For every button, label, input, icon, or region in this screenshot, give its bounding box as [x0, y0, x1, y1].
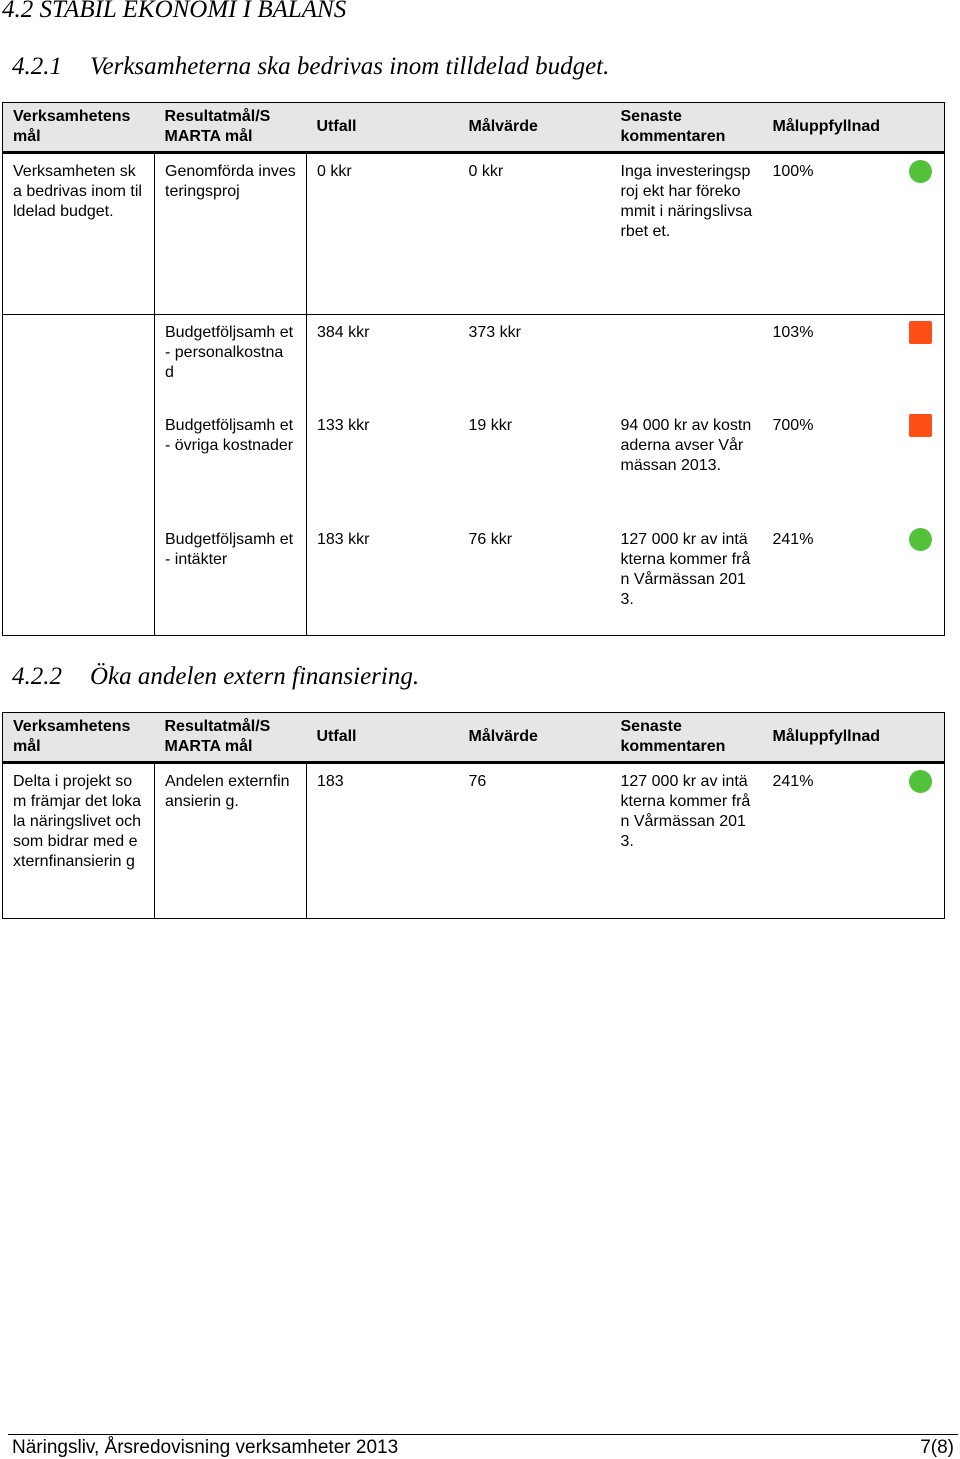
goal-cell: Delta i projekt som främjar det lokala näringslivet och som bidrar med externfinansierin g [3, 763, 155, 919]
col-header-comment: Senaste kommentaren [611, 103, 763, 153]
col-header-outcome: Utfall [307, 103, 459, 153]
goals-table-budget [2, 102, 945, 636]
outcome-cell: 183 kkr [307, 522, 459, 636]
status-green-circle-icon [909, 528, 932, 551]
comment-cell [611, 315, 763, 408]
target-cell: Budgetföljsamh et - intäkter [155, 522, 307, 636]
footer-document-title: Näringsliv, Årsredovisning verksamheter 2013 [12, 1437, 399, 1458]
goals-table-financing [2, 712, 945, 919]
indicator-cell [903, 763, 945, 919]
value-cell: 76 [459, 763, 611, 919]
section-heading [2, 0, 346, 24]
col-header-value: Målvärde [459, 103, 611, 153]
fulfillment-cell: 700% [772, 416, 814, 434]
table-row [3, 153, 945, 315]
col-header-target: Resultatmål/S MARTA mål [155, 713, 307, 763]
table-row [3, 408, 945, 522]
col-header-fulfillment: Måluppfyllnad [763, 103, 903, 153]
table-header-row [3, 103, 945, 153]
subsection-heading-1 [12, 53, 609, 81]
value-cell: 0 kkr [459, 153, 611, 315]
indicator-cell [903, 315, 945, 408]
status-orange-square-icon [909, 414, 932, 437]
subsection-number: 4.2.1 [12, 53, 62, 80]
goal-cell [3, 408, 155, 522]
table-row [3, 315, 945, 408]
outcome-cell: 133 kkr [317, 416, 370, 434]
subsection-number: 4.2.2 [12, 663, 62, 690]
status-green-circle-icon [909, 770, 932, 793]
subsection-title: Öka andelen extern finansiering. [90, 663, 420, 690]
col-header-target: Resultatmål/S MARTA mål [155, 103, 307, 153]
comment-cell: 94 000 kr av kostnaderna avser Vårmässan 2013. [620, 416, 752, 474]
comment-cell: 127 000 kr av intäkterna kommer från Vårmässan 2013. [611, 522, 763, 636]
subsection-title: Verksamheterna ska bedrivas inom tilldelad budget. [90, 53, 610, 80]
target-cell: Budgetföljsamh et - övriga kostnader [155, 408, 307, 522]
col-header-comment: Senaste kommentaren [611, 713, 763, 763]
fulfillment-cell: 100% [763, 153, 903, 315]
section-title: STABIL EKONOMI I BALANS [39, 0, 347, 23]
fulfillment-cell: 103% [772, 324, 814, 341]
status-green-circle-icon [909, 160, 932, 183]
indicator-cell [903, 408, 945, 522]
value-cell: 373 kkr [468, 324, 521, 341]
col-header-indicator [903, 103, 945, 153]
col-header-goal: Verksamhetens mål [3, 713, 155, 763]
indicator-cell [903, 522, 945, 636]
section-number: 4.2 [2, 0, 34, 23]
goal-cell [3, 315, 155, 408]
col-header-goal: Verksamhetens mål [3, 103, 155, 153]
table-row [3, 763, 945, 919]
indicator-cell [903, 153, 945, 315]
goal-cell: Verksamheten ska bedrivas inom tilldelad budget. [3, 153, 155, 315]
value-cell: 76 kkr [459, 522, 611, 636]
fulfillment-cell: 241% [763, 763, 903, 919]
col-header-indicator [903, 713, 945, 763]
col-header-value: Målvärde [459, 713, 611, 763]
target-cell: Andelen externfinansierin g. [155, 763, 307, 919]
outcome-cell: 0 kkr [307, 153, 459, 315]
comment-cell: Inga investeringsproj ekt har förekommit i näringslivsarbet et. [611, 153, 763, 315]
status-orange-square-icon [909, 321, 932, 344]
footer-page-number: 7(8) [920, 1437, 954, 1458]
target-cell: Genomförda investeringsproj [155, 153, 307, 315]
goal-cell [3, 522, 155, 636]
value-cell: 19 kkr [468, 416, 513, 434]
subsection-heading-2 [12, 663, 419, 691]
col-header-outcome: Utfall [307, 713, 459, 763]
fulfillment-cell: 241% [763, 522, 903, 636]
col-header-fulfillment: Måluppfyllnad [763, 713, 903, 763]
comment-cell: 127 000 kr av intäkterna kommer från Vårmässan 2013. [611, 763, 763, 919]
table-header-row [3, 713, 945, 763]
footer-divider [8, 1434, 958, 1435]
target-cell: Budgetföljsamh et - personalkostna d [155, 315, 307, 408]
outcome-cell: 183 [307, 763, 459, 919]
outcome-cell: 384 kkr [317, 324, 370, 341]
table-row [3, 522, 945, 636]
